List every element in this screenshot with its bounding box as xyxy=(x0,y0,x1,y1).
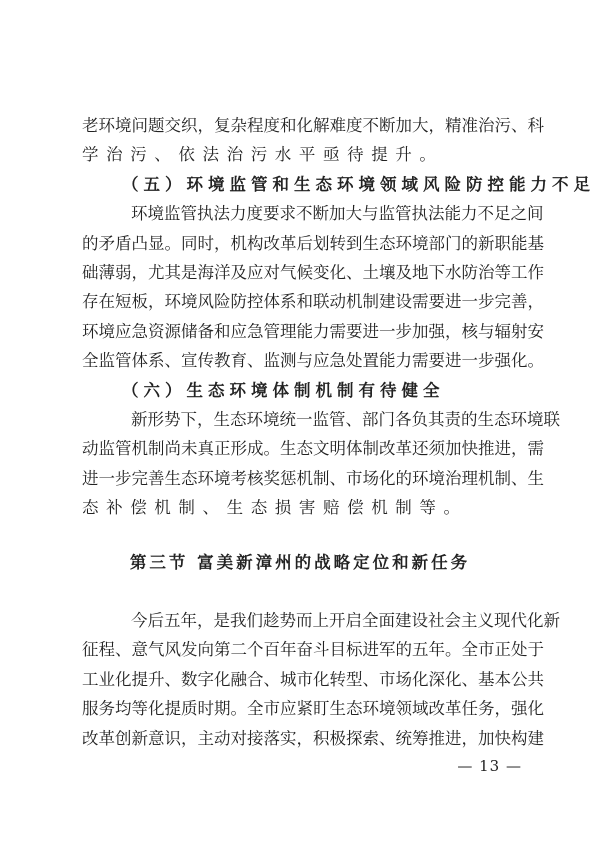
text-line: 态补偿机制、生态损害赔偿机制等。 xyxy=(82,498,468,518)
text-line: 老环境问题交织，复杂程度和化解难度不断加大，精准治污、科 xyxy=(82,116,544,135)
page-number: — 13 — xyxy=(457,757,522,775)
text-line: 进一步完善生态环境考核奖惩机制、市场化的环境治理机制、生 xyxy=(82,468,544,488)
text-line: 环境应急资源储备和应急管理能力需要进一步加强，核与辐射安 xyxy=(82,321,544,341)
heading-6: （六）生态环境体制机制有待健全 xyxy=(122,380,445,400)
text-line: 动监管机制尚未真正形成。生态文明体制改革还须加快推进，需 xyxy=(82,439,544,459)
text-line: 今后五年，是我们趁势而上开启全面建设社会主义现代化新 xyxy=(131,611,560,630)
text-line: 征程、意气风发向第二个百年奋斗目标进军的五年。全市正处于 xyxy=(82,640,544,660)
heading-5: （五）环境监管和生态环境领域风险防控能力不足 xyxy=(122,174,595,194)
text-line: 工业化提升、数字化融合、城市化转型、市场化深化、基本公共 xyxy=(82,669,544,689)
section-title: 第三节 富美新漳州的战略定位和新任务 xyxy=(129,553,471,572)
text-line: 改革创新意识，主动对接落实，积极探索、统筹推进，加快构建 xyxy=(82,728,544,748)
text-line: 环境监管执法力度要求不断加大与监管执法能力不足之间 xyxy=(131,204,544,224)
text-line: 新形势下，生态环境统一监管、部门各负其责的生态环境联 xyxy=(131,409,560,429)
text-line: 服务均等化提质时期。全市应紧盯生态环境领域改革任务，强化 xyxy=(82,699,544,719)
text-line: 的矛盾凸显。同时，机构改革后划转到生态环境部门的新职能基 xyxy=(82,233,544,253)
paragraph xyxy=(82,606,560,753)
text-line: 全监管体系、宣传教育、监测与应急处置能力需要进一步强化。 xyxy=(82,351,544,371)
text-line: 础薄弱，尤其是海洋及应对气候变化、土壤及地下水防治等工作 xyxy=(82,262,544,282)
paragraph-continued xyxy=(82,111,595,522)
text-line: 存在短板，环境风险防控体系和联动机制建设需要进一步完善， xyxy=(82,292,544,312)
text-line: 学治污、依法治污水平亟待提升。 xyxy=(82,145,444,165)
